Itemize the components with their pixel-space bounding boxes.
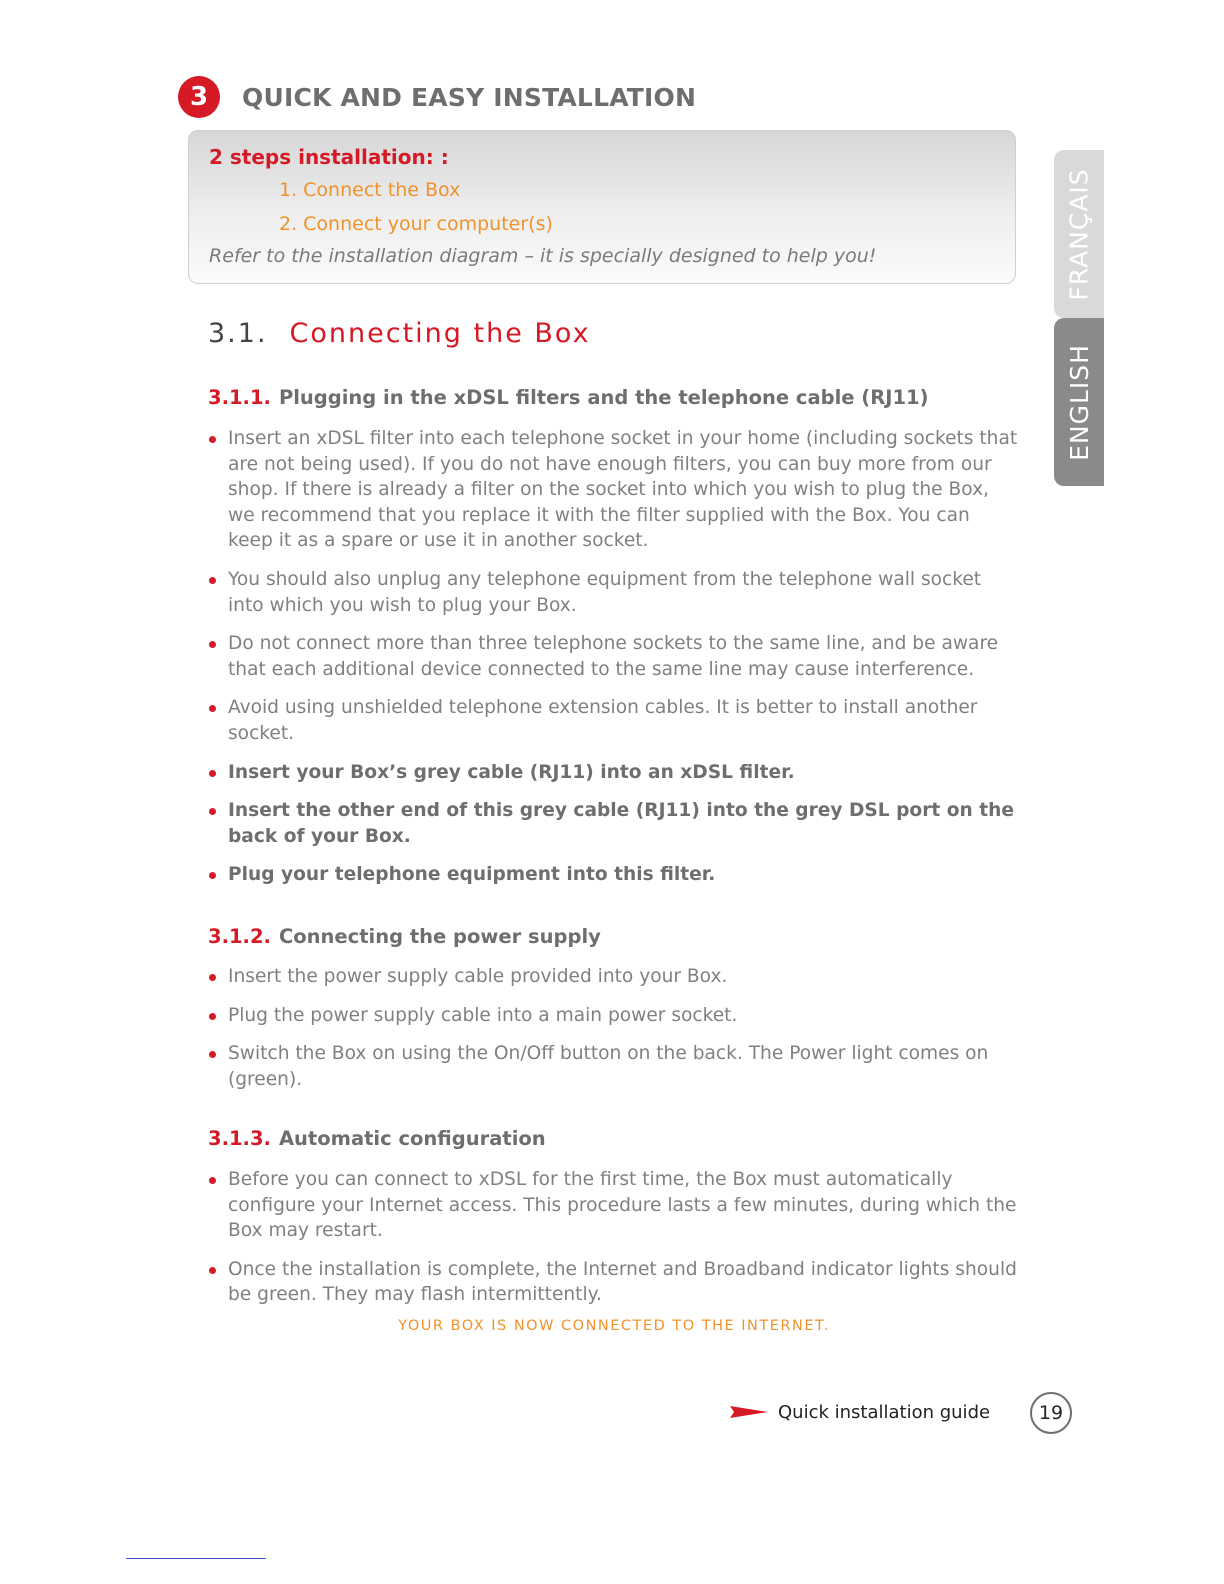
- list-item: Insert an xDSL filter into each telephone socket in your home (including sockets that are not being used). If you do not have enough filters, you can buy more from our shop. If there is already a filter on the socket into which you wish to plug the Box, we recommend that you replace it with the filter supplied with the Box. You can keep it as a spare or use it in another socket.: [208, 426, 1020, 554]
- subsection-number: 3.1.1.: [208, 386, 271, 409]
- tab-label: FRANÇAIS: [1064, 167, 1094, 301]
- list-item: Avoid using unshielded telephone extension cables. It is better to install another socket.: [208, 695, 1020, 746]
- list-item: Insert your Box’s grey cable (RJ11) into an xDSL filter.: [208, 760, 1020, 786]
- chapter-number-badge: 3: [178, 76, 220, 118]
- chapter-title: QUICK AND EASY INSTALLATION: [242, 82, 697, 112]
- subsection-heading: [208, 1127, 546, 1150]
- conclusion-text: YOUR BOX IS NOW CONNECTED TO THE INTERNET.: [398, 1318, 830, 1334]
- intro-step: 2. Connect your computer(s): [279, 213, 553, 235]
- intro-step: 1. Connect the Box: [279, 179, 461, 201]
- subsection-heading: [208, 925, 601, 948]
- bullet-list: [208, 426, 1020, 901]
- list-item: Switch the Box on using the On/Off button on the back. The Power light comes on (green).: [208, 1041, 1020, 1092]
- tab-francais[interactable]: [1054, 150, 1104, 318]
- list-item: Plug your telephone equipment into this filter.: [208, 862, 1020, 888]
- bullet-list: [208, 1167, 1020, 1321]
- list-item: Do not connect more than three telephone sockets to the same line, and be aware that each additional device connected to the same line may cause interference.: [208, 631, 1020, 682]
- section-name: Connecting the Box: [289, 318, 591, 349]
- list-item: Insert the other end of this grey cable (RJ11) into the grey DSL port on the back of your Box.: [208, 798, 1020, 849]
- intro-box: [188, 130, 1016, 284]
- subsection-title: Plugging in the xDSL filters and the telephone cable (RJ11): [278, 386, 929, 409]
- list-item: You should also unplug any telephone equipment from the telephone wall socket into which you wish to plug your Box.: [208, 567, 1020, 618]
- list-item: Before you can connect to xDSL for the first time, the Box must automatically configure your Internet access. This procedure lasts a few minutes, during which the Box may restart.: [208, 1167, 1020, 1244]
- subsection-number: 3.1.2.: [208, 925, 271, 948]
- list-item: Insert the power supply cable provided into your Box.: [208, 964, 1020, 990]
- language-tabs: [1054, 150, 1104, 486]
- subsection-number: 3.1.3.: [208, 1127, 271, 1150]
- tab-english[interactable]: [1054, 318, 1104, 486]
- footer-label: Quick installation guide: [778, 1402, 991, 1423]
- chapter-header: [178, 76, 696, 118]
- section-number: 3.1.: [208, 318, 268, 349]
- list-item: Plug the power supply cable into a main power socket.: [208, 1003, 1020, 1029]
- subsection-heading: [208, 386, 929, 409]
- list-item: Once the installation is complete, the Internet and Broadband indicator lights should be green. They may flash intermittently.: [208, 1257, 1020, 1308]
- subsection-title: Connecting the power supply: [278, 925, 601, 948]
- section-title: [208, 318, 591, 349]
- page-number: 19: [1030, 1392, 1072, 1434]
- intro-heading: 2 steps installation: :: [209, 145, 449, 169]
- arrow-icon: [730, 1404, 768, 1420]
- tab-label: ENGLISH: [1064, 343, 1094, 461]
- footnote-divider: [126, 1558, 266, 1559]
- subsection-title: Automatic configuration: [278, 1127, 546, 1150]
- bullet-list: [208, 964, 1020, 1105]
- page-footer: [730, 1392, 1080, 1436]
- intro-note: Refer to the installation diagram – it is specially designed to help you!: [209, 245, 877, 267]
